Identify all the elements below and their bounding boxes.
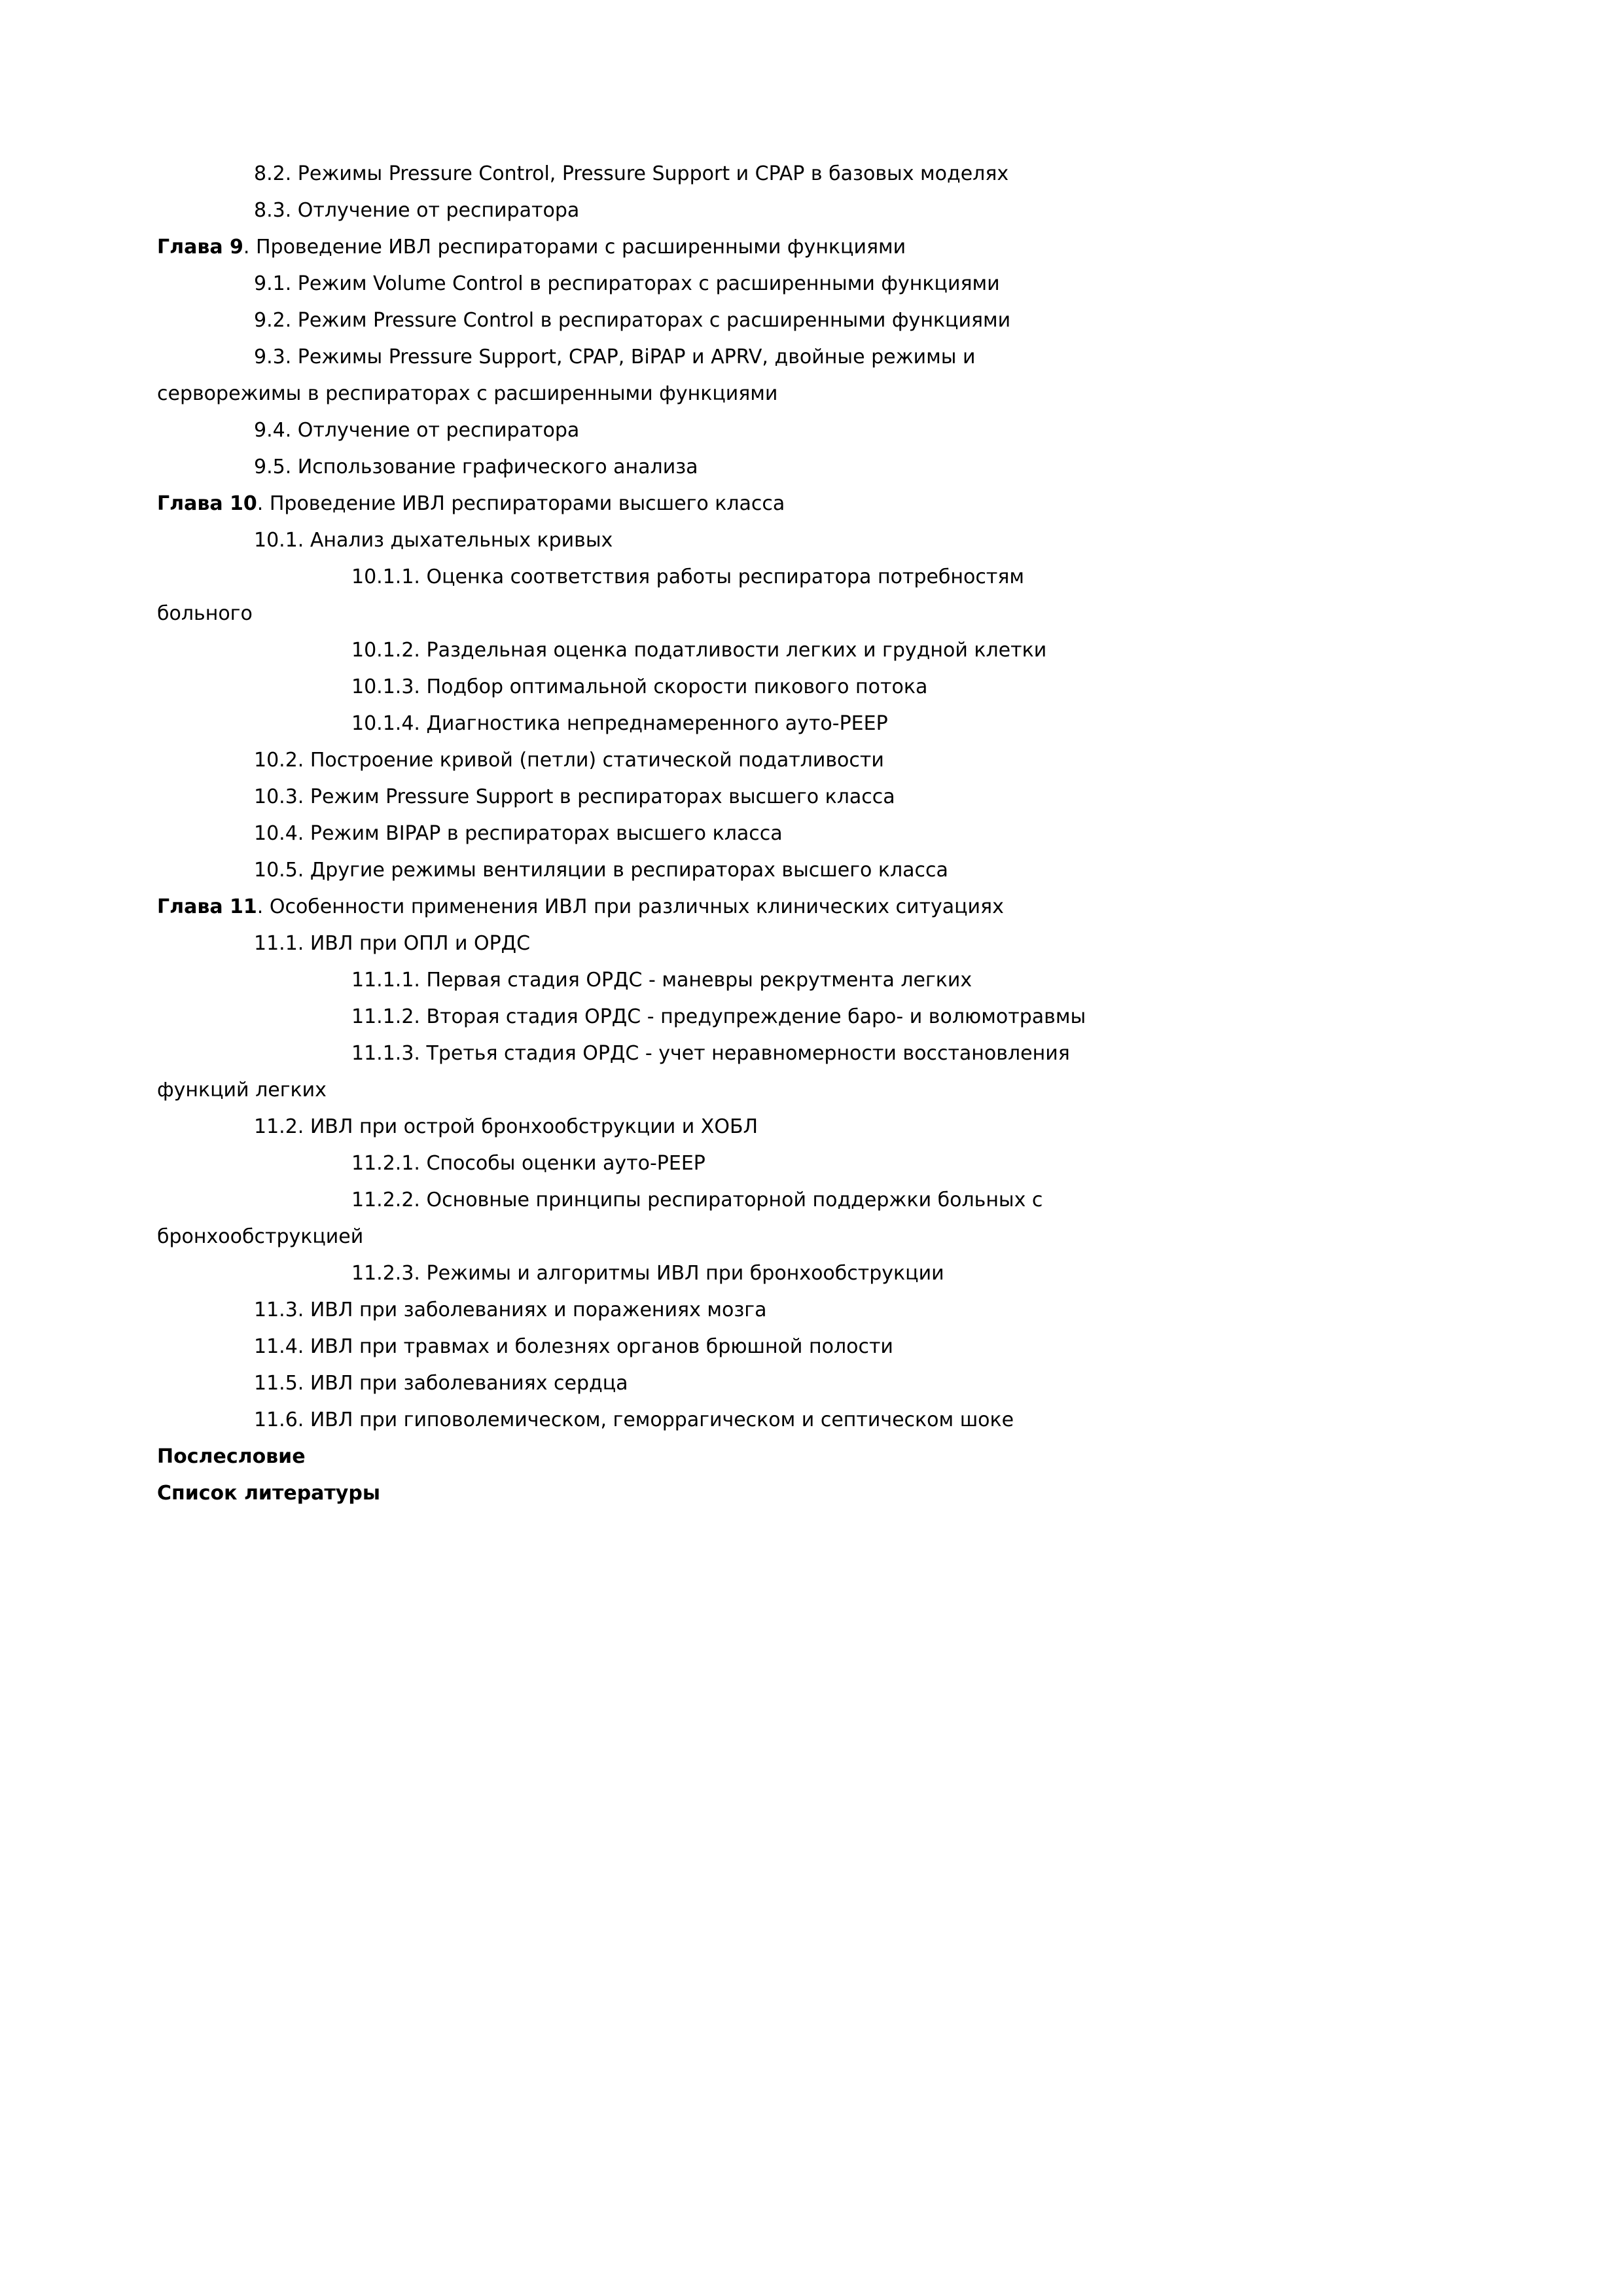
toc-entry-text: 11.1.1. Первая стадия ОРДС - маневры рекрутмента легких	[351, 969, 972, 992]
toc-entry-text: 10.4. Режим BIPAP в респираторах высшего класса	[254, 822, 783, 845]
toc-entry-11-5	[0, 1365, 1623, 1402]
toc-entry-text: 11.2. ИВЛ при острой бронхообструкции и ХОБЛ	[254, 1115, 758, 1138]
toc-afterword	[0, 1439, 1623, 1475]
toc-entry-text: 10.1.4. Диагностика непреднамеренного ауто-PEEP	[351, 712, 888, 735]
toc-entry-text: 10.1. Анализ дыхательных кривых	[254, 529, 613, 552]
toc-entry-text: 11.2.3. Режимы и алгоритмы ИВЛ при бронхообструкции	[351, 1262, 944, 1285]
toc-entry-text: 11.1. ИВЛ при ОПЛ и ОРДС	[254, 932, 531, 955]
toc-entry-10-1-4	[0, 706, 1623, 742]
toc-entry-10-1-3	[0, 669, 1623, 706]
toc-entry-10-1-2	[0, 632, 1623, 669]
chapter-label: Глава 10	[157, 492, 257, 515]
toc-entry-11-2-2-continued	[0, 1219, 1623, 1255]
toc-entry-text: Список литературы	[157, 1482, 380, 1505]
toc-entry-text: 10.1.3. Подбор оптимальной скорости пикового потока	[351, 675, 928, 698]
toc-entry-text: Послесловие	[157, 1445, 306, 1468]
toc-entry-text: 11.6. ИВЛ при гиповолемическом, геморрагическом и септическом шоке	[254, 1408, 1014, 1431]
chapter-title: . Проведение ИВЛ респираторами с расширенными функциями	[243, 236, 906, 259]
toc-entry-11-3	[0, 1292, 1623, 1329]
toc-entry-text: функций легких	[157, 1079, 327, 1102]
toc-entry-text: 9.1. Режим Volume Control в респираторах с расширенными функциями	[254, 272, 1000, 295]
toc-entry-8-2	[0, 156, 1623, 192]
toc-entry-text: 11.1.3. Третья стадия ОРДС - учет неравномерности восстановления	[351, 1042, 1070, 1065]
toc-entry-11-2-3	[0, 1255, 1623, 1292]
toc-entry-text: 8.2. Режимы Pressure Control, Pressure Support и CPAP в базовых моделях	[254, 162, 1009, 185]
toc-entry-10-1-1-continued	[0, 596, 1623, 632]
toc-entry-text: 10.3. Режим Pressure Support в респираторах высшего класса	[254, 785, 895, 808]
toc-entry-9-5	[0, 449, 1623, 486]
toc-entry-9-3	[0, 339, 1623, 376]
toc-entry-text: 8.3. Отлучение от респиратора	[254, 199, 580, 222]
toc-entry-9-1	[0, 266, 1623, 302]
toc-entry-11-2-2	[0, 1182, 1623, 1219]
toc-references	[0, 1475, 1623, 1512]
toc-entry-text: 10.5. Другие режимы вентиляции в респираторах высшего класса	[254, 859, 948, 882]
toc-entry-text: 9.5. Использование графического анализа	[254, 456, 698, 478]
toc-entry-11-1-1	[0, 962, 1623, 999]
toc-entry-11-4	[0, 1329, 1623, 1365]
toc-entry-text: 11.2.2. Основные принципы респираторной поддержки больных с	[351, 1189, 1043, 1211]
toc-entry-text: 11.2.1. Способы оценки ауто-PEEP	[351, 1152, 705, 1175]
toc-entry-11-1-3	[0, 1035, 1623, 1072]
toc-entry-10-1	[0, 522, 1623, 559]
toc-entry-text: 11.4. ИВЛ при травмах и болезнях органов брюшной полости	[254, 1335, 893, 1358]
toc-entry-11-1-3-continued	[0, 1072, 1623, 1109]
toc-entry-10-3	[0, 779, 1623, 816]
toc-entry-11-2-1	[0, 1145, 1623, 1182]
chapter-label: Глава 11	[157, 895, 257, 918]
toc-entry-9-4	[0, 412, 1623, 449]
toc-entry-text: 10.1.1. Оценка соответствия работы респиратора потребностям	[351, 565, 1025, 588]
toc-entry-9-3-continued	[0, 376, 1623, 412]
toc-entry-text: 9.3. Режимы Pressure Support, CPAP, BiPAP и APRV, двойные режимы и	[254, 346, 976, 368]
toc-chapter-10	[0, 486, 1623, 522]
toc-entry-10-5	[0, 852, 1623, 889]
toc-entry-text: серворежимы в респираторах с расширенными функциями	[157, 382, 778, 405]
toc-entry-11-1-2	[0, 999, 1623, 1035]
toc-entry-text: 9.4. Отлучение от респиратора	[254, 419, 580, 442]
toc-entry-9-2	[0, 302, 1623, 339]
toc-entry-11-6	[0, 1402, 1623, 1439]
toc-entry-text: 11.5. ИВЛ при заболеваниях сердца	[254, 1372, 628, 1395]
toc-chapter-9	[0, 229, 1623, 266]
toc-chapter-11	[0, 889, 1623, 925]
chapter-title: . Особенности применения ИВЛ при различных клинических ситуациях	[257, 895, 1004, 918]
toc-entry-text: 11.3. ИВЛ при заболеваниях и поражениях мозга	[254, 1299, 767, 1321]
toc-entry-11-1	[0, 925, 1623, 962]
toc-entry-10-1-1	[0, 559, 1623, 596]
toc-entry-text: 9.2. Режим Pressure Control в респираторах с расширенными функциями	[254, 309, 1011, 332]
toc-entry-11-2	[0, 1109, 1623, 1145]
toc-entry-text: 10.1.2. Раздельная оценка податливости легких и грудной клетки	[351, 639, 1047, 662]
toc-entry-text: больного	[157, 602, 253, 625]
chapter-label: Глава 9	[157, 236, 243, 259]
toc-entry-10-2	[0, 742, 1623, 779]
toc-entry-text: 11.1.2. Вторая стадия ОРДС - предупреждение баро- и волюмотравмы	[351, 1005, 1086, 1028]
toc-entry-text: 10.2. Построение кривой (петли) статической податливости	[254, 749, 884, 772]
toc-entry-10-4	[0, 816, 1623, 852]
chapter-title: . Проведение ИВЛ респираторами высшего класса	[257, 492, 785, 515]
toc-entry-text: бронхообструкцией	[157, 1225, 364, 1248]
toc-entry-8-3	[0, 192, 1623, 229]
